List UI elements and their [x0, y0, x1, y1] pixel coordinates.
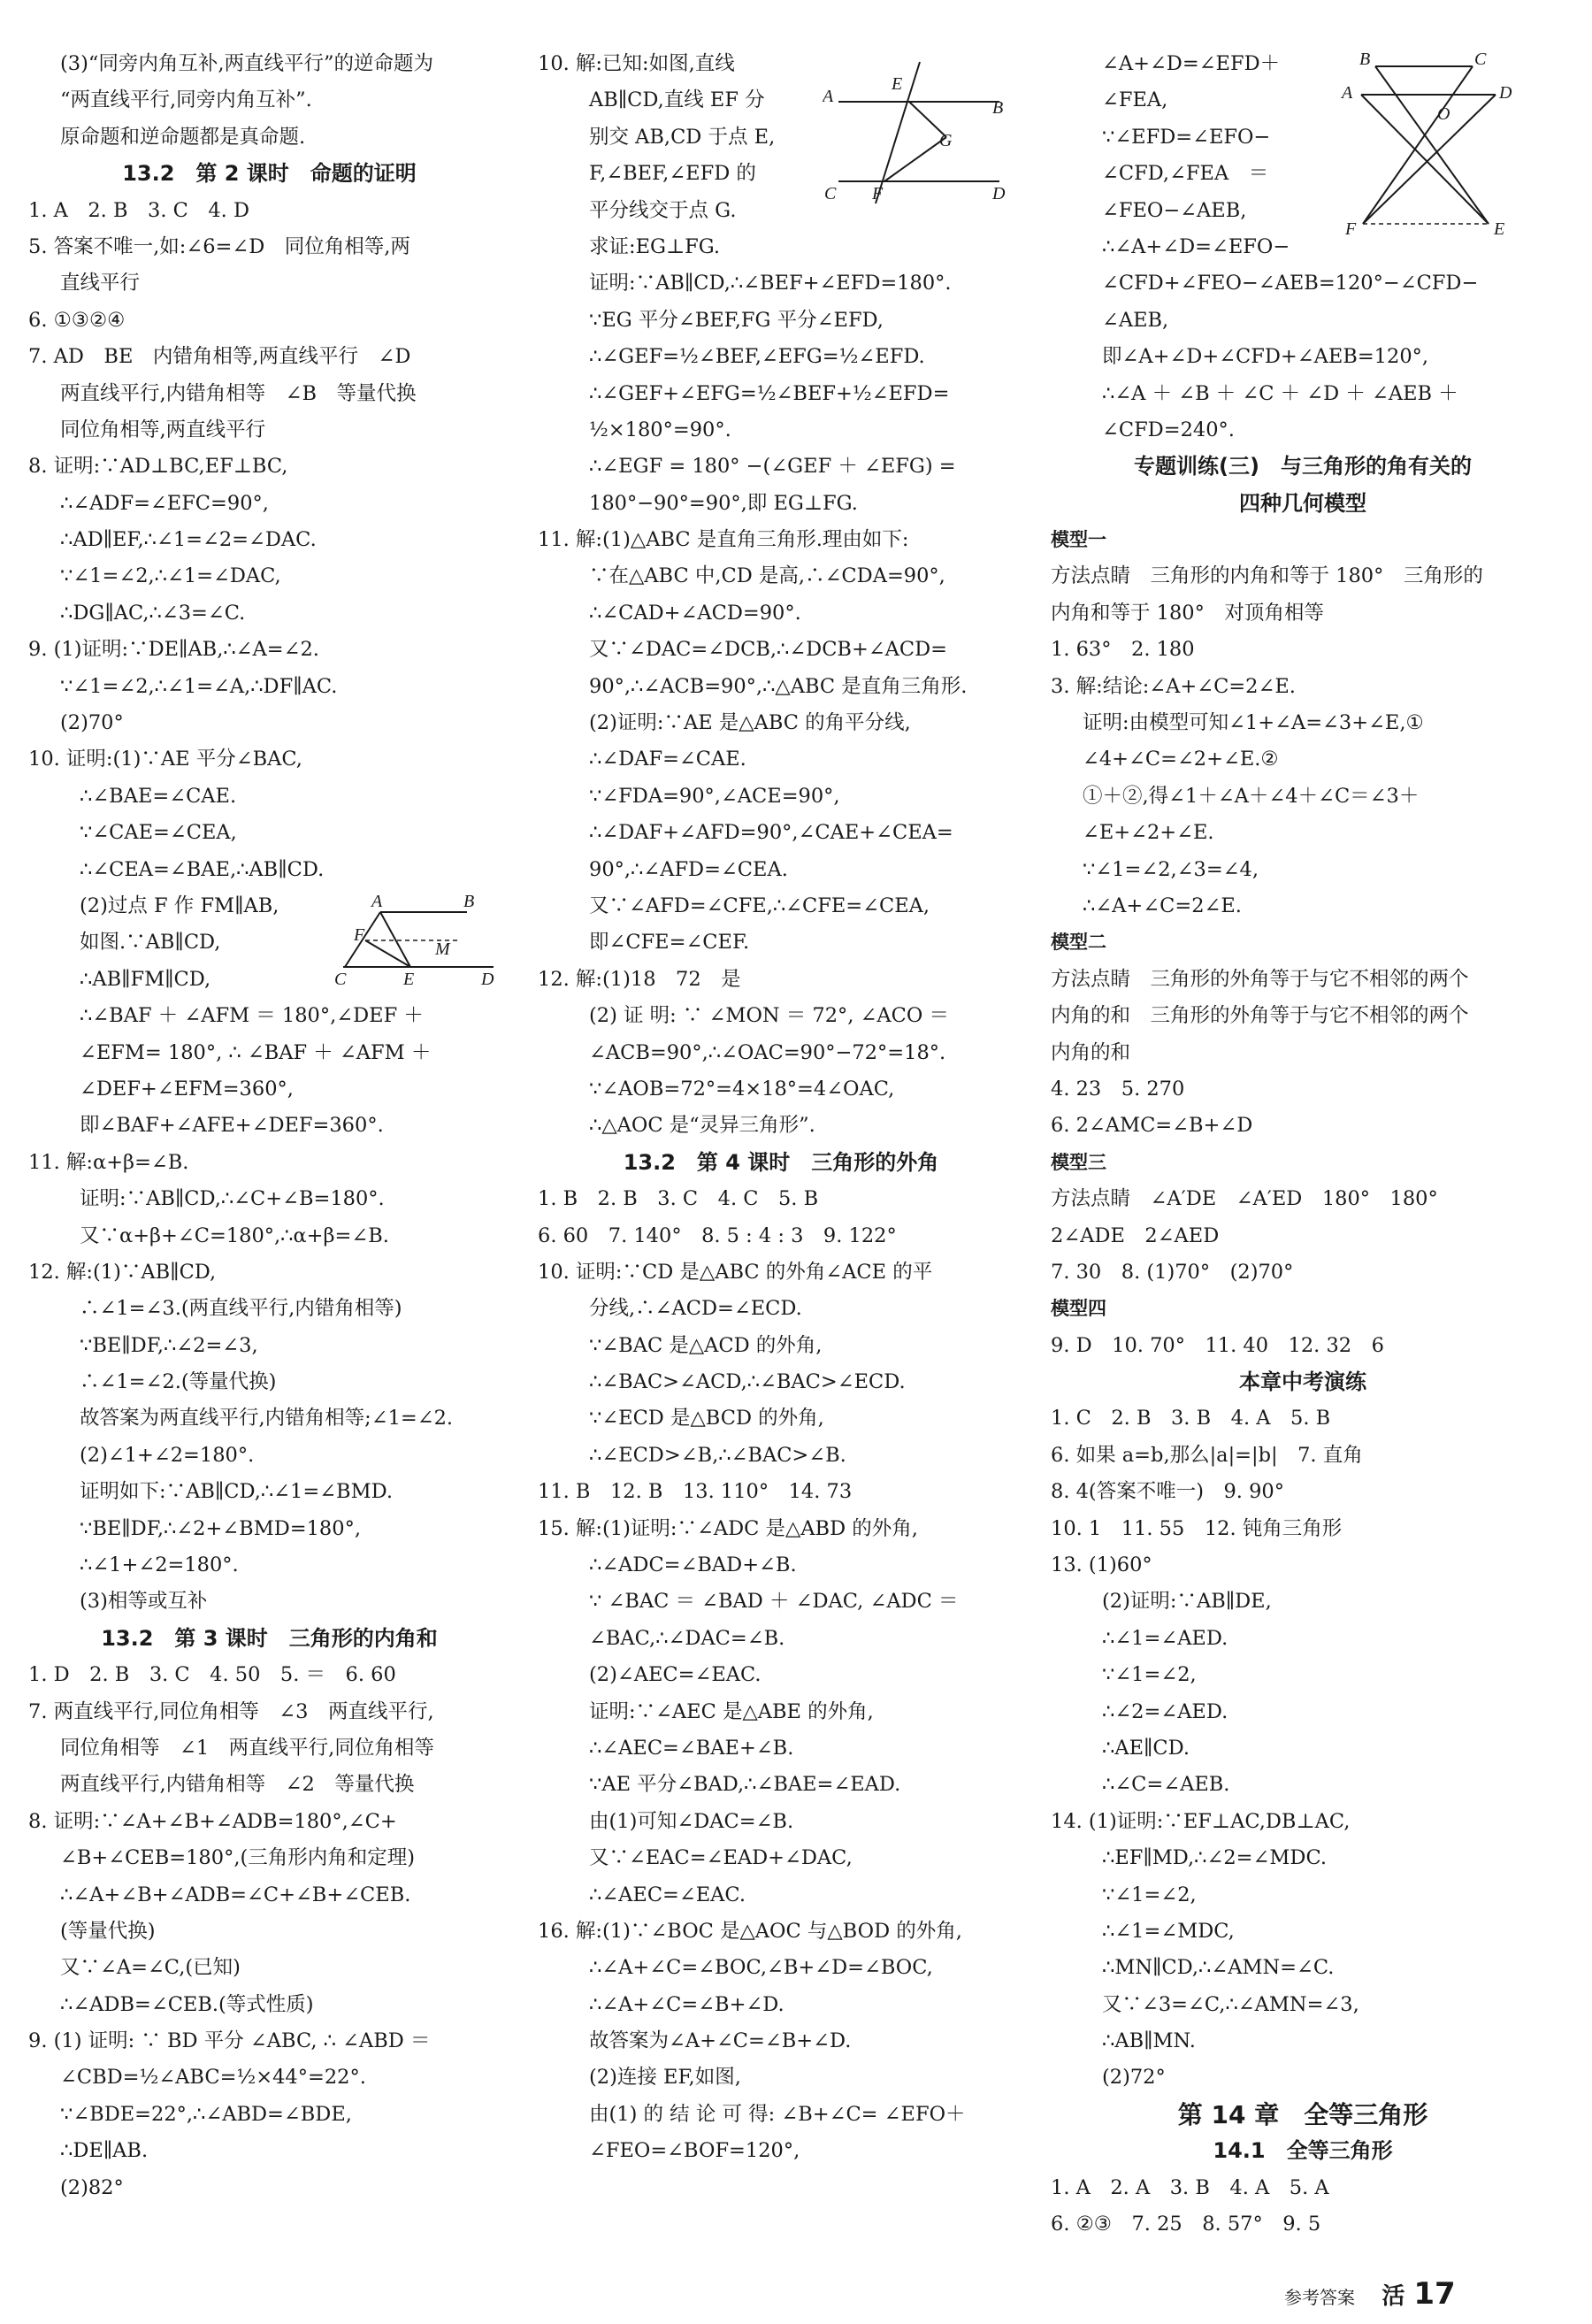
text-line: “两直线平行,同旁内角互补”.	[60, 88, 312, 112]
text-line: 10. 解:已知:如图,直线	[538, 52, 735, 75]
text-line: ∴∠A+∠D=∠EFO−	[1102, 234, 1290, 258]
text-line: ∠B+∠CEB=180°,(三角形内角和定理)	[60, 1846, 416, 1870]
text-line: ∵∠1=∠2,∴∠1=∠DAC,	[60, 564, 281, 588]
text-line: ∵∠AOB=72°=4×18°=4∠OAC,	[589, 1077, 895, 1101]
text-line: 9. (1) 证明: ∵ BD 平分 ∠ABC, ∴ ∠ABD ＝	[28, 2029, 431, 2053]
fig-label: D	[1499, 83, 1512, 103]
text-line: ∴DE∥AB.	[60, 2139, 149, 2163]
text-line: 12. 解:(1)18 72 是	[538, 967, 741, 991]
text-line: 即∠CFE=∠CEF.	[589, 931, 750, 955]
text-line: 8. 证明:∵∠A+∠B+∠ADB=180°,∠C+	[28, 1809, 397, 1833]
text-line: 90°,∴∠ACB=90°,∴△ABC 是直角三角形.	[589, 674, 968, 698]
text-line: ∵∠ECD 是△BCD 的外角,	[589, 1407, 824, 1430]
parallel-lines-figure-1	[325, 889, 502, 986]
text-line: ∠EFM= 180°, ∴ ∠BAF ＋ ∠AFM ＋	[80, 1040, 432, 1064]
section-heading: 13.2 第 4 课时 三角形的外角	[623, 1149, 939, 1175]
text-line: 内角的和	[1051, 1040, 1131, 1064]
text-line: ∵∠EFD=∠EFO−	[1102, 125, 1271, 149]
text-line: ∴∠1=∠2.(等量代换)	[80, 1370, 277, 1394]
text-line: (2)72°	[1102, 2066, 1166, 2090]
text-line: 直线平行	[60, 272, 141, 295]
text-line: ∴EF∥MD,∴∠2=∠MDC.	[1102, 1846, 1328, 1870]
text-line: 即∠BAF+∠AFE+∠DEF=360°.	[80, 1114, 384, 1138]
answer-column-1	[28, 46, 510, 2206]
text-line: ∴∠DAF=∠CAE.	[589, 748, 746, 771]
text-line: ∴AE∥CD.	[1102, 1736, 1190, 1760]
text-line: ∴∠DAF+∠AFD=90°,∠CAE+∠CEA=	[589, 821, 953, 845]
text-line: ∴∠A+∠C=∠B+∠D.	[589, 1992, 785, 2016]
text-line: 故答案为两直线平行,内错角相等;∠1=∠2.	[80, 1407, 454, 1430]
text-line: ∴∠BAF ＋ ∠AFM ＝ 180°,∠DEF ＋	[80, 1004, 424, 1028]
text-line: ∴∠ADF=∠EFC=90°,	[60, 491, 269, 515]
text-line: 8. 4(答案不唯一) 9. 90°	[1051, 1480, 1284, 1504]
text-line: ∴∠1=∠MDC,	[1102, 1919, 1235, 1943]
text-line: 11. B 12. B 13. 110° 14. 73	[538, 1480, 853, 1504]
text-line: ∴∠GEF+∠EFG=½∠BEF+½∠EFD=	[589, 381, 950, 405]
text-line: ∵∠1=∠2,	[1102, 1883, 1197, 1906]
model-label: 模型一	[1051, 529, 1106, 551]
text-line: 6. ①③②④	[28, 308, 126, 332]
fig-label: M	[435, 940, 450, 959]
text-line: ½×180°=90°.	[589, 418, 731, 441]
text-line: ∵∠BDE=22°,∴∠ABD=∠BDE,	[60, 2102, 352, 2126]
text-line: 又∵∠AFD=∠CFE,∴∠CFE=∠CEA,	[589, 894, 930, 917]
fig-label: B	[992, 98, 1004, 118]
text-line: ∵∠1=∠2,∴∠1=∠A,∴DF∥AC.	[60, 674, 338, 698]
text-line: (等量代换)	[60, 1919, 156, 1943]
text-line: ∵∠1=∠2,∠3=∠4,	[1083, 857, 1259, 881]
section-heading: 四种几何模型	[1239, 490, 1366, 516]
text-line: ∴MN∥CD,∴∠AMN=∠C.	[1102, 1956, 1335, 1980]
text-line: 7. AD BE 内错角相等,两直线平行 ∠D	[28, 345, 411, 369]
text-line: 7. 30 8. (1)70° (2)70°	[1051, 1260, 1294, 1284]
text-line: 同位角相等 ∠1 两直线平行,同位角相等	[60, 1736, 434, 1760]
text-line: ∵BE∥DF,∴∠2+∠BMD=180°,	[80, 1516, 361, 1540]
text-line: 1. C 2. B 3. B 4. A 5. B	[1051, 1407, 1331, 1430]
fig-label: B	[1359, 50, 1371, 69]
text-line: 1. 63° 2. 180	[1051, 638, 1195, 662]
text-line: 6. 如果 a=b,那么|a|=|b| 7. 直角	[1051, 1443, 1363, 1467]
text-line: 7. 两直线平行,同位角相等 ∠3 两直线平行,	[28, 1699, 434, 1723]
text-line: ∴∠GEF=½∠BEF,∠EFG=½∠EFD.	[589, 345, 925, 369]
text-line: 又∵∠EAC=∠EAD+∠DAC,	[589, 1846, 853, 1870]
text-line: ①＋②,得∠1＋∠A＋∠4＋∠C＝∠3＋	[1083, 784, 1420, 808]
text-line: 又∵∠3=∠C,∴∠AMN=∠3,	[1102, 1992, 1359, 2016]
text-line: ∵BE∥DF,∴∠2=∠3,	[80, 1333, 258, 1357]
text-line: 又∵∠DAC=∠DCB,∴∠DCB+∠ACD=	[589, 638, 948, 662]
text-line: 求证:EG⊥FG.	[589, 234, 721, 258]
text-line: ∴∠AEC=∠BAE+∠B.	[589, 1736, 794, 1760]
text-line: 分线,∴∠ACD=∠ECD.	[589, 1297, 802, 1321]
text-line: ∠A+∠D=∠EFD＋	[1102, 52, 1281, 75]
chapter-heading: 第 14 章 全等三角形	[1177, 2099, 1428, 2129]
text-line: (2)82°	[60, 2175, 124, 2199]
text-line: 方法点睛 ∠A′DE ∠A′ED 180° 180°	[1051, 1187, 1438, 1211]
text-line: (2)过点 F 作 FM∥AB,	[80, 894, 279, 917]
text-line: F,∠BEF,∠EFD 的	[589, 162, 756, 186]
text-line: 180°−90°=90°,即 EG⊥FG.	[589, 491, 858, 515]
text-line: 两直线平行,内错角相等 ∠B 等量代换	[60, 381, 417, 405]
text-line: 10. 证明:∵CD 是△ABC 的外角∠ACE 的平	[538, 1260, 933, 1284]
text-line: 由(1) 的 结 论 可 得: ∠B+∠C= ∠EFO＋	[589, 2102, 966, 2126]
text-line: 90°,∴∠AFD=∠CEA.	[589, 857, 788, 881]
text-line: (3)相等或互补	[80, 1590, 208, 1614]
text-line: ∠CBD=½∠ABC=½×44°=22°.	[60, 2066, 366, 2090]
text-line: ∴∠CEA=∠BAE,∴AB∥CD.	[80, 857, 325, 881]
text-line: 15. 解:(1)证明:∵∠ADC 是△ABD 的外角,	[538, 1516, 918, 1540]
text-line: ∵∠BAC 是△ACD 的外角,	[589, 1333, 823, 1357]
text-line: 如图.∵AB∥CD,	[80, 931, 221, 955]
text-line: 故答案为∠A+∠C=∠B+∠D.	[589, 2029, 852, 2053]
fig-label: C	[1474, 50, 1487, 69]
section-heading: 13.2 第 2 课时 命题的证明	[122, 161, 417, 187]
text-line: 又∵α+β+∠C=180°,∴α+β=∠B.	[80, 1223, 389, 1247]
text-line: ∠FEO−∠AEB,	[1102, 198, 1247, 222]
footer-mark: 活	[1382, 2283, 1405, 2310]
fig-label: D	[992, 184, 1006, 203]
fig-label: A	[1342, 83, 1353, 103]
fig-label: E	[892, 74, 903, 94]
text-line: 证明:∵AB∥CD,∴∠BEF+∠EFD=180°.	[589, 272, 952, 295]
parallel-lines-figure-2	[823, 58, 1022, 212]
text-line: (2)∠AEC=∠EAC.	[589, 1663, 762, 1687]
text-line: ∴∠AEC=∠EAC.	[589, 1883, 746, 1906]
text-line: ∠FEA,	[1102, 88, 1168, 112]
text-line: ∴∠A+∠B+∠ADB=∠C+∠B+∠CEB.	[60, 1883, 411, 1906]
text-line: ∴∠EGF = 180° −(∠GEF ＋ ∠EFG) =	[589, 455, 956, 479]
text-line: (2)证明:∵AB∥DE,	[1102, 1590, 1272, 1614]
text-line: ∠CFD+∠FEO−∠AEB=120°−∠CFD−	[1102, 272, 1479, 295]
fig-label: F	[1345, 219, 1357, 239]
text-line: ∴DG∥AC,∴∠3=∠C.	[60, 601, 246, 625]
text-line: 1. D 2. B 3. C 4. 50 5. ＝ 6. 60	[28, 1663, 396, 1687]
text-line: ∴∠C=∠AEB.	[1102, 1773, 1230, 1797]
text-line: 14. (1)证明:∵EF⊥AC,DB⊥AC,	[1051, 1809, 1351, 1833]
text-line: ∴∠A ＋ ∠B ＋ ∠C ＋ ∠D ＋ ∠AEB ＋	[1102, 381, 1458, 405]
text-line: ∠ACB=90°,∴∠OAC=90°−72°=18°.	[589, 1040, 946, 1064]
text-line: (2) 证 明: ∵ ∠MON ＝ 72°, ∠ACO ＝	[589, 1004, 949, 1028]
text-line: 16. 解:(1)∵∠BOC 是△AOC 与△BOD 的外角,	[538, 1919, 962, 1943]
text-line: 平分线交于点 G.	[589, 198, 737, 222]
text-line: 5. 答案不唯一,如:∠6=∠D 同位角相等,两	[28, 234, 410, 258]
text-line: ∴AB∥FM∥CD,	[80, 967, 211, 991]
text-line: ∴AD∥EF,∴∠1=∠2=∠DAC.	[60, 528, 317, 552]
fig-label: E	[403, 970, 415, 986]
text-line: ∵∠FDA=90°,∠ACE=90°,	[589, 784, 840, 808]
model-label: 模型二	[1051, 932, 1106, 954]
text-line: 11. 解:(1)△ABC 是直角三角形.理由如下:	[538, 528, 909, 552]
model-label: 模型四	[1051, 1298, 1106, 1320]
fig-label: B	[463, 892, 475, 911]
text-line: ∠BAC,∴∠DAC=∠B.	[589, 1626, 785, 1650]
text-line: 同位角相等,两直线平行	[60, 418, 266, 441]
text-line: ∠AEB,	[1102, 308, 1169, 332]
text-line: ∴∠BAC>∠ACD,∴∠BAC>∠ECD.	[589, 1370, 906, 1394]
text-line: ∠CFD,∠FEA ＝	[1102, 162, 1269, 186]
answer-column-3	[1051, 46, 1555, 2243]
text-line: 证明:∵∠AEC 是△ABE 的外角,	[589, 1699, 874, 1723]
text-line: ∠4+∠C=∠2+∠E.②	[1083, 748, 1279, 771]
text-line: ∴∠ADC=∠BAD+∠B.	[589, 1553, 797, 1577]
fig-label: D	[481, 970, 494, 986]
answer-column-2	[538, 46, 1024, 2170]
text-line: (2)70°	[60, 711, 124, 735]
text-line: 1. A 2. A 3. B 4. A 5. A	[1051, 2175, 1329, 2199]
text-line: ∠E+∠2+∠E.	[1083, 821, 1214, 845]
text-line: 10. 1 11. 55 12. 钝角三角形	[1051, 1516, 1343, 1540]
text-line: 证明如下:∵AB∥CD,∴∠1=∠BMD.	[80, 1480, 394, 1504]
text-line: 内角的和 三角形的外角等于与它不相邻的两个	[1051, 1004, 1469, 1028]
text-line: ∴∠CAD+∠ACD=90°.	[589, 601, 801, 625]
text-line: 6. 2∠AMC=∠B+∠D	[1051, 1114, 1253, 1138]
page-number: 17	[1413, 2276, 1456, 2312]
text-line: ∵EG 平分∠BEF,FG 平分∠EFD,	[589, 308, 884, 332]
fig-label: O	[1437, 104, 1450, 124]
text-line: ∴∠2=∠AED.	[1102, 1699, 1228, 1723]
text-line: ∵∠CAE=∠CEA,	[80, 821, 237, 845]
text-line: 8. 证明:∵AD⊥BC,EF⊥BC,	[28, 455, 288, 479]
fig-label: E	[1494, 219, 1505, 239]
text-line: (2)∠1+∠2=180°.	[80, 1443, 255, 1467]
text-line: ∠DEF+∠EFM=360°,	[80, 1077, 294, 1101]
fig-label: C	[334, 970, 347, 986]
crossed-triangles-figure	[1340, 49, 1517, 243]
text-line: ∵在△ABC 中,CD 是高,∴∠CDA=90°,	[589, 564, 945, 588]
text-line: 10. 证明:(1)∵AE 平分∠BAC,	[28, 748, 302, 771]
text-line: ∴∠ECD>∠B,∴∠BAC>∠B.	[589, 1443, 846, 1467]
text-line: 13. (1)60°	[1051, 1553, 1152, 1577]
text-line: ∵AE 平分∠BAD,∴∠BAE=∠EAD.	[589, 1773, 901, 1797]
text-line: AB∥CD,直线 EF 分	[589, 88, 765, 112]
text-line: (2)证明:∵AE 是△ABC 的角平分线,	[589, 711, 911, 735]
text-line: 9. (1)证明:∵DE∥AB,∴∠A=∠2.	[28, 638, 319, 662]
text-line: 6. ②③ 7. 25 8. 57° 9. 5	[1051, 2213, 1321, 2236]
text-line: 6. 60 7. 140° 8. 5 : 4 : 3 9. 122°	[538, 1223, 897, 1247]
text-line: 证明:由模型可知∠1+∠A=∠3+∠E,①	[1083, 711, 1424, 735]
text-line: 4. 23 5. 270	[1051, 1077, 1185, 1101]
text-line: 11. 解:α+β=∠B.	[28, 1150, 189, 1174]
text-line: (2)连接 EF,如图,	[589, 2066, 741, 2090]
text-line: ∠CFD=240°.	[1102, 418, 1235, 441]
fig-label: F	[354, 925, 365, 945]
fig-label: G	[939, 131, 953, 150]
section-heading: 13.2 第 3 课时 三角形的内角和	[101, 1625, 438, 1651]
text-line: ∴∠1=∠3.(两直线平行,内错角相等)	[80, 1297, 402, 1321]
text-line: 12. 解:(1)∵AB∥CD,	[28, 1260, 217, 1284]
text-line: ∠FEO=∠BOF=120°,	[589, 2139, 800, 2163]
text-line: 由(1)可知∠DAC=∠B.	[589, 1809, 794, 1833]
text-line: ∴∠BAE=∠CAE.	[80, 784, 237, 808]
text-line: ∴∠1=∠AED.	[1102, 1626, 1228, 1650]
model-label: 模型三	[1051, 1151, 1106, 1173]
text-line: 又∵∠A=∠C,(已知)	[60, 1956, 241, 1980]
text-line: 9. D 10. 70° 11. 40 12. 32 6	[1051, 1333, 1384, 1357]
text-line: ∴∠A+∠C=∠BOC,∠B+∠D=∠BOC,	[589, 1956, 933, 1980]
text-line: 3. 解:结论:∠A+∠C=2∠E.	[1051, 674, 1296, 698]
text-line: 内角和等于 180° 对顶角相等	[1051, 601, 1324, 625]
text-line: 原命题和逆命题都是真命题.	[60, 125, 306, 149]
page-footer	[1284, 2276, 1456, 2312]
text-line: 方法点睛 三角形的外角等于与它不相邻的两个	[1051, 967, 1469, 991]
text-line: ∵∠1=∠2,	[1102, 1663, 1197, 1687]
text-line: ∴∠A+∠C=2∠E.	[1083, 894, 1242, 917]
section-heading: 本章中考演练	[1239, 1369, 1366, 1395]
text-line: 方法点睛 三角形的内角和等于 180° 三角形的	[1051, 564, 1483, 588]
text-line: 1. B 2. B 3. C 4. C 5. B	[538, 1187, 819, 1211]
fig-label: C	[824, 184, 837, 203]
footer-label: 参考答案	[1284, 2287, 1355, 2308]
fig-label: A	[371, 892, 383, 911]
text-line: 即∠A+∠D+∠CFD+∠AEB=120°,	[1102, 345, 1429, 369]
section-heading: 专题训练(三) 与三角形的角有关的	[1134, 454, 1472, 479]
text-line: ∴∠1+∠2=180°.	[80, 1553, 239, 1577]
fig-label: A	[823, 87, 834, 106]
text-line: 2∠ADE 2∠AED	[1051, 1223, 1220, 1247]
fig-label: F	[872, 184, 884, 203]
text-line: ∴∠ADB=∠CEB.(等式性质)	[60, 1992, 314, 2016]
text-line: (3)“同旁内角互补,两直线平行”的逆命题为	[60, 52, 434, 75]
text-line: ∴△AOC 是“灵异三角形”.	[589, 1114, 815, 1138]
text-line: 两直线平行,内错角相等 ∠2 等量代换	[60, 1773, 415, 1797]
text-line: 1. A 2. B 3. C 4. D	[28, 198, 250, 222]
section-heading: 14.1 全等三角形	[1213, 2138, 1393, 2164]
text-line: ∴AB∥MN.	[1102, 2029, 1196, 2053]
text-line: 别交 AB,CD 于点 E,	[589, 125, 776, 149]
text-line: 证明:∵AB∥CD,∴∠C+∠B=180°.	[80, 1187, 385, 1211]
text-line: ∵ ∠BAC ＝ ∠BAD ＋ ∠DAC, ∠ADC ＝	[589, 1590, 959, 1614]
